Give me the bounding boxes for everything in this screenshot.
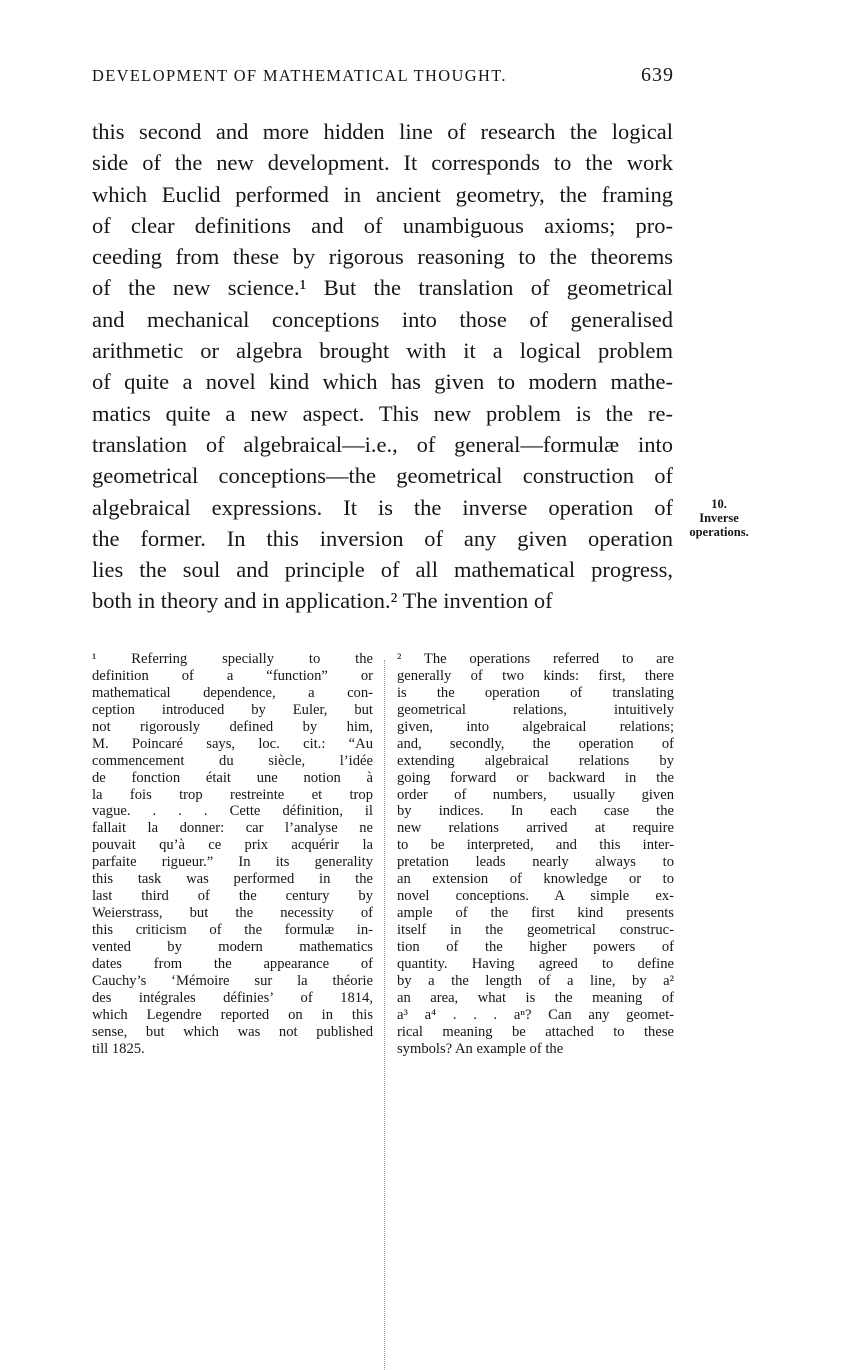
footnote-line: till 1825. bbox=[92, 1040, 145, 1057]
body-line: which Euclid performed in ancient geometry, the framing bbox=[92, 181, 673, 207]
body-line: of the new science.¹ But the translation of geometrical bbox=[92, 275, 673, 301]
body-line: side of the new development. It corresponds to the work bbox=[92, 150, 673, 176]
footnote-line: dates from the appearance of bbox=[92, 955, 373, 972]
footnote-line: ample of the first kind presents bbox=[397, 905, 674, 922]
footnote-line: itself in the geometrical construc- bbox=[397, 922, 674, 938]
margin-note-number: 10. bbox=[711, 497, 727, 511]
body-line: of clear definitions and of unambiguous axioms; pro- bbox=[92, 212, 673, 238]
footnote-line: symbols? An example of the bbox=[397, 1040, 564, 1057]
footnote-line: given, into algebraical relations; bbox=[397, 718, 674, 735]
margin-note-title: Inverse bbox=[699, 511, 739, 525]
footnote-line: ception introduced by Euler, but bbox=[92, 701, 373, 718]
footnote-line: geometrical relations, intuitively bbox=[397, 701, 674, 718]
footnote-line: pretation leads nearly always to bbox=[397, 854, 674, 871]
page-number: 639 bbox=[641, 64, 674, 86]
footnote-line: mathematical dependence, a con- bbox=[92, 684, 373, 701]
footnote-line: ¹ Referring specially to the bbox=[92, 651, 373, 667]
body-line: arithmetic or algebra brought with it a logical problem bbox=[92, 338, 673, 364]
footnote-line: going forward or backward in the bbox=[397, 769, 674, 786]
footnote-line: which Legendre reported on in this bbox=[92, 1006, 373, 1023]
footnote-line: Weierstrass, but the necessity of bbox=[92, 905, 373, 922]
margin-note bbox=[679, 497, 759, 539]
footnote-line: not rigorously defined by him, bbox=[92, 718, 373, 735]
footnote-line: new relations arrived at require bbox=[397, 820, 674, 837]
footnote-line: sense, but which was not published bbox=[92, 1023, 373, 1040]
footnote-line: by a the length of a line, by a² bbox=[397, 972, 674, 989]
footnote-line: parfaite rigueur.” In its generality bbox=[92, 854, 373, 871]
footnote-line: by indices. In each case the bbox=[397, 803, 674, 820]
footnote-line: vague. . . . Cette définition, il bbox=[92, 803, 373, 820]
body-line: the former. In this inversion of any given operation bbox=[92, 525, 673, 551]
footnote-1 bbox=[92, 651, 373, 1058]
footnote-line: generally of two kinds: first, there bbox=[397, 667, 674, 684]
footnote-line: order of numbers, usually given bbox=[397, 786, 674, 803]
footnote-line: is the operation of translating bbox=[397, 684, 674, 701]
footnote-line: rical meaning be attached to these bbox=[397, 1023, 674, 1040]
footnote-line: this task was performed in the bbox=[92, 871, 373, 888]
footnote-line: extending algebraical relations by bbox=[397, 752, 674, 769]
footnote-line: Cauchy’s ‘Mémoire sur la théorie bbox=[92, 972, 373, 989]
body-line: both in theory and in application.² The invention of bbox=[92, 588, 553, 614]
body-text bbox=[92, 116, 673, 617]
footnote-line: to be interpreted, and this inter- bbox=[397, 837, 674, 854]
footnote-line: last third of the century by bbox=[92, 888, 373, 905]
footnote-line: ² The operations referred to are bbox=[397, 651, 674, 667]
body-line: and mechanical conceptions into those of generalised bbox=[92, 306, 673, 332]
footnote-line: M. Poincaré says, loc. cit.: “Au bbox=[92, 735, 373, 752]
body-line: of quite a novel kind which has given to modern mathe- bbox=[92, 369, 673, 395]
footnote-line: an area, what is the meaning of bbox=[397, 989, 674, 1006]
footnote-line: de fonction était une notion à bbox=[92, 769, 373, 786]
body-line: ceeding from these by rigorous reasoning to the theorems bbox=[92, 244, 673, 270]
footnote-line: fallait la donner: car l’analyse ne bbox=[92, 820, 373, 837]
footnote-line: quantity. Having agreed to define bbox=[397, 955, 674, 972]
footnote-column-divider bbox=[384, 660, 385, 1370]
body-line: geometrical conceptions—the geometrical construction of bbox=[92, 463, 673, 489]
footnote-line: vented by modern mathematics bbox=[92, 938, 373, 955]
body-line: matics quite a new aspect. This new problem is the re- bbox=[92, 400, 673, 426]
footnote-line: a³ a⁴ . . . aⁿ? Can any geomet- bbox=[397, 1006, 674, 1023]
page-header bbox=[92, 66, 674, 92]
footnote-line: novel conceptions. A simple ex- bbox=[397, 888, 674, 905]
body-line: translation of algebraical—i.e., of general—formulæ into bbox=[92, 431, 673, 457]
footnote-line: la fois trop restreinte et trop bbox=[92, 786, 373, 803]
footnote-line: pouvait qu’à ce prix acquérir la bbox=[92, 837, 373, 854]
body-line: this second and more hidden line of research the logical bbox=[92, 119, 673, 144]
footnote-line: an extension of knowledge or to bbox=[397, 871, 674, 888]
footnote-line: commencement du siècle, l’idée bbox=[92, 752, 373, 769]
footnote-line: tion of the higher powers of bbox=[397, 938, 674, 955]
body-line: algebraical expressions. It is the inverse operation of bbox=[92, 494, 673, 520]
footnote-line: definition of a “function” or bbox=[92, 667, 373, 684]
footnote-line: and, secondly, the operation of bbox=[397, 735, 674, 752]
margin-note-title-continued: operations. bbox=[689, 525, 749, 539]
footnote-line: des intégrales définies’ of 1814, bbox=[92, 989, 373, 1006]
footnote-2 bbox=[397, 651, 674, 1058]
footnote-line: this criticism of the formulæ in- bbox=[92, 922, 373, 938]
running-head: DEVELOPMENT OF MATHEMATICAL THOUGHT. bbox=[92, 66, 507, 85]
body-line: lies the soul and principle of all mathematical progress, bbox=[92, 557, 673, 583]
